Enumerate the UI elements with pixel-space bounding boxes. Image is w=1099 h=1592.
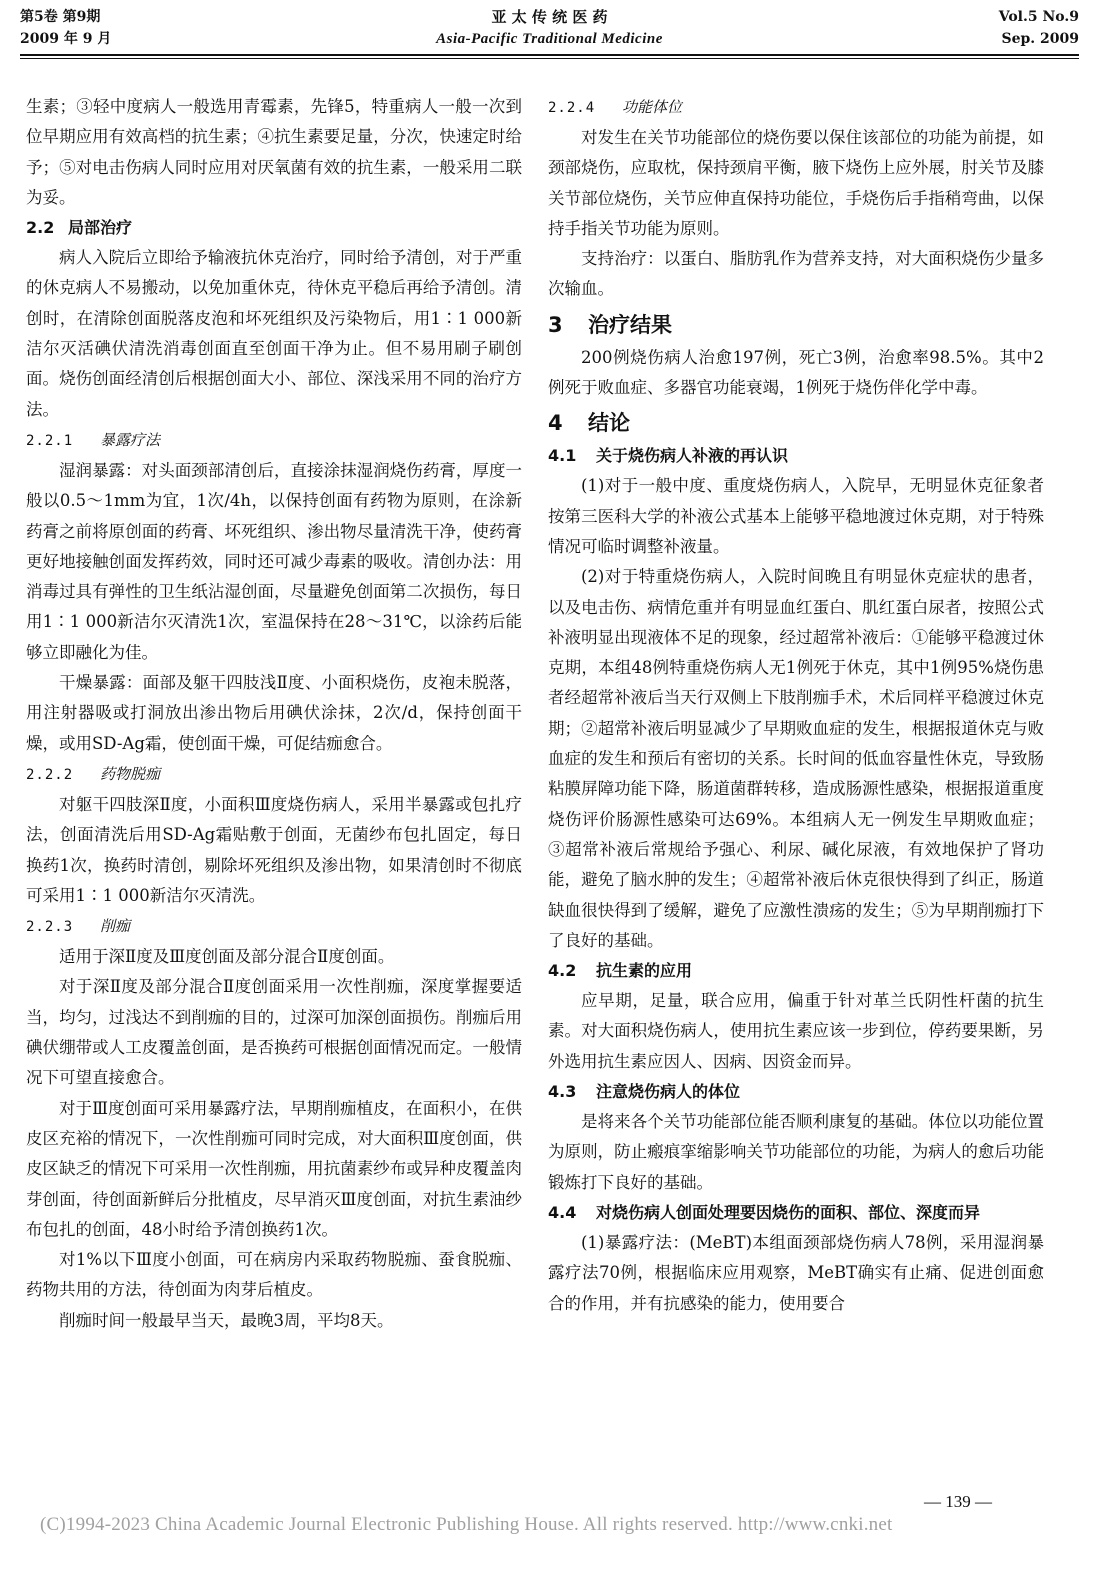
section-heading-4-2: 4.2 抗生素的应用: [548, 961, 693, 981]
section-heading-2-2-4: 2.2.4 功能体位: [548, 98, 683, 116]
paragraph: 病人入院后立即给予输液抗休克治疗，同时给予清创，对于严重的休克病人不易搬动，以免加重休克，待休克平稳后再给予清创。清创时，在清除创面脱落皮泡和坏死组织及污染物后，用1∶1 000新洁尔灭活碘伏清洗消毒创面直至创面干净为止。但不易用刷子刷创面。烧伤创面经清创后根据创面大小、部位、深浅采用不同的治疗方法。: [26, 248, 522, 419]
section-heading-3: 3 治疗结果: [548, 311, 672, 337]
header-rule-thick: [20, 54, 1079, 56]
paragraph: 对于Ⅲ度创面可采用暴露疗法，早期削痂植皮，在面积小，在供皮区充裕的情况下，一次性削痂可同时完成，对大面积Ⅲ度创面，供皮区缺乏的情况下可采用一次性削痂，用抗菌素纱布或异种皮覆盖肉芽创面，待创面新鲜后分批植皮，尽早消灭Ⅲ度创面，对抗生素油纱布包扎的创面，48小时给予清创换药1次。: [26, 1098, 522, 1239]
paragraph: 应早期，足量，联合应用，偏重于针对革兰氏阴性杆菌的抗生素。对大面积烧伤病人，使用抗生素应该一步到位，停药要果断，另外选用抗生素应因人、因病、因资金而异。: [548, 991, 1044, 1071]
paragraph: (1)暴露疗法：(MeBT)本组面颈部烧伤病人78例，采用湿润暴露疗法70例，根据临床应用观察，MeBT确实有止痛、促进创面愈合的作用，并有抗感染的能力，使用要合: [548, 1232, 1044, 1313]
paragraph: (2)对于特重烧伤病人，入院时间晚且有明显休克症状的患者，以及电击伤、病情危重并有明显血红蛋白、肌红蛋白尿者，按照公式补液明显出现液体不足的现象，经过超常补液后：①能够平稳渡过休克期，本组48例特重烧伤病人无1例死于休克，其中1例95%烧伤患者经超常补液后当天行双侧上下肢削痂手术，术后同样平稳渡过休克期；②超常补液后明显减少了早期败血症的发生，根据报道休克与败血症的发生和预后有密切的关系。长时间的低血容量性休克，导致肠粘膜屏障功能下降，肠道菌群转移，造成肠源性感染，根据报道重度烧伤评价肠源性感染可达69%。本组病人无一例发生早期败血症；③超常补液后常规给予强心、利尿、碱化尿液，有效地保护了肾功能，避免了脑水肿的发生；④超常补液后休克很快得到了纠正，肠道缺血很快得到了缓解，避免了应激性溃疡的发生；⑤为早期削痂打下了良好的基础。: [548, 567, 1044, 950]
right-column: [548, 92, 1044, 1319]
header-right: [999, 6, 1079, 50]
page-number: — 139 —: [924, 1492, 992, 1511]
date-en: Sep. 2009: [1001, 31, 1079, 47]
paragraph: 对1%以下Ⅲ度小创面，可在病房内采取药物脱痂、蚕食脱痂、药物共用的方法，待创面为肉芽后植皮。: [26, 1250, 522, 1300]
section-heading-4: 4 结论: [548, 410, 630, 436]
section-heading-2-2: 2.2 局部治疗: [26, 218, 133, 238]
header-rule-thin: [20, 58, 1079, 59]
header-center: [20, 6, 1079, 50]
paragraph: 削痂时间一般最早当天，最晚3周，平均8天。: [59, 1310, 394, 1330]
journal-title-cn: 亚 太 传 统 医 药: [491, 8, 608, 26]
volume-number-en: Vol.5 No.9: [998, 9, 1079, 25]
volume-issue: 第5卷 第9期: [20, 9, 101, 25]
paragraph: 对发生在关节功能部位的烧伤要以保住该部位的功能为前提，如颈部烧伤，应取枕，保持颈肩平衡，腋下烧伤上应外展，肘关节及膝关节部位烧伤，关节应伸直保持功能位，手烧伤后手指稍弯曲，以保持手指关节功能为原则。: [548, 128, 1044, 238]
issue-date: 2009 年 9 月: [20, 31, 112, 47]
paragraph: 200例烧伤病人治愈197例，死亡3例，治愈率98.5%。其中2例死于败血症、多器官功能衰竭，1例死于烧伤伴化学中毒。: [548, 347, 1044, 398]
paragraph: (1)对于一般中度、重度烧伤病人，入院早，无明显休克征象者按第三医科大学的补液公式基本上能够平稳地渡过休克期，对于特殊情况可临时调整补液量。: [548, 476, 1044, 556]
journal-title-en: Asia-Pacific Traditional Medicine: [436, 31, 663, 47]
left-column: [26, 92, 522, 1336]
paragraph: 对于深Ⅱ度及部分混合Ⅱ度创面采用一次性削痂，深度掌握要适当，均匀，过浅达不到削痂的目的，过深可加深创面损伤。削痂后用碘伏绷带或人工皮覆盖创面，是否换药可根据创面情况而定。一般情况下可望直接愈合。: [26, 977, 522, 1088]
paragraph: 生素；③轻中度病人一般选用青霉素，先锋5，特重病人一般一次到位早期应用有效高档的抗生素；④抗生素要足量，分次，快速定时给予；⑤对电击伤病人同时应用对厌氧菌有效的抗生素，一般采用二联为妥。: [26, 97, 522, 207]
section-heading-4-4: 4.4 对烧伤病人创面处理要因烧伤的面积、部位、深度而异: [548, 1202, 981, 1222]
section-heading-4-3: 4.3 注意烧伤病人的体位: [548, 1082, 741, 1102]
paragraph: 干燥暴露：面部及躯干四肢浅Ⅱ度、小面积烧伤，皮袍未脱落，用注射器吸或打洞放出渗出物后用碘伏涂抹，2次/d，保持创面干燥，或用SD-Ag霜，使创面干燥，可促结痂愈合。: [26, 673, 522, 753]
page-header: [20, 6, 1079, 62]
paragraph: 支持治疗：以蛋白、脂肪乳作为营养支持，对大面积烧伤少量多次输血。: [548, 249, 1044, 299]
copyright-footer: (C)1994-2023 China Academic Journal Electronic Publishing House. All rights reserved. http://www.cnki.net: [40, 1514, 893, 1535]
paragraph: 湿润暴露：对头面颈部清创后，直接涂抹湿润烧伤药膏，厚度一般以0.5～1mm为宜，1次/4h，以保持创面有药物为原则，在涂新药膏之前将原创面的药膏、坏死组织、渗出物尽量清洗干净，使药膏更好地接触创面发挥药效，同时还可减少毒素的吸收。清创办法：用消毒过具有弹性的卫生纸沾湿创面，尽量避免创面第二次损伤，每日用1∶1 000新洁尔灭清洗1次，室温保持在28～31℃，以涂药后能够立即融化为佳。: [26, 460, 522, 662]
paragraph: 对躯干四肢深Ⅱ度，小面积Ⅲ度烧伤病人，采用半暴露或包扎疗法，创面清洗后用SD-Ag霜贴敷于创面，无菌纱布包扎固定，每日换药1次，换药时清创，剔除坏死组织及渗出物，如果清创时不彻底可采用1∶1 000新洁尔灭清洗。: [26, 794, 522, 905]
section-heading-4-1: 4.1 关于烧伤病人补液的再认识: [548, 446, 789, 466]
paragraph: 适用于深Ⅱ度及Ⅲ度创面及部分混合Ⅱ度创面。: [59, 947, 395, 967]
section-heading-2-2-3: 2.2.3 削痂: [26, 917, 131, 936]
paragraph: 是将来各个关节功能部位能否顺利康复的基础。体位以功能位置为原则，防止瘢痕挛缩影响关节功能部位的功能，为病人的愈后功能锻炼打下良好的基础。: [548, 1112, 1044, 1192]
section-heading-2-2-2: 2.2.2 药物脱痂: [26, 764, 161, 783]
section-heading-2-2-1: 2.2.1 暴露疗法: [26, 430, 161, 449]
